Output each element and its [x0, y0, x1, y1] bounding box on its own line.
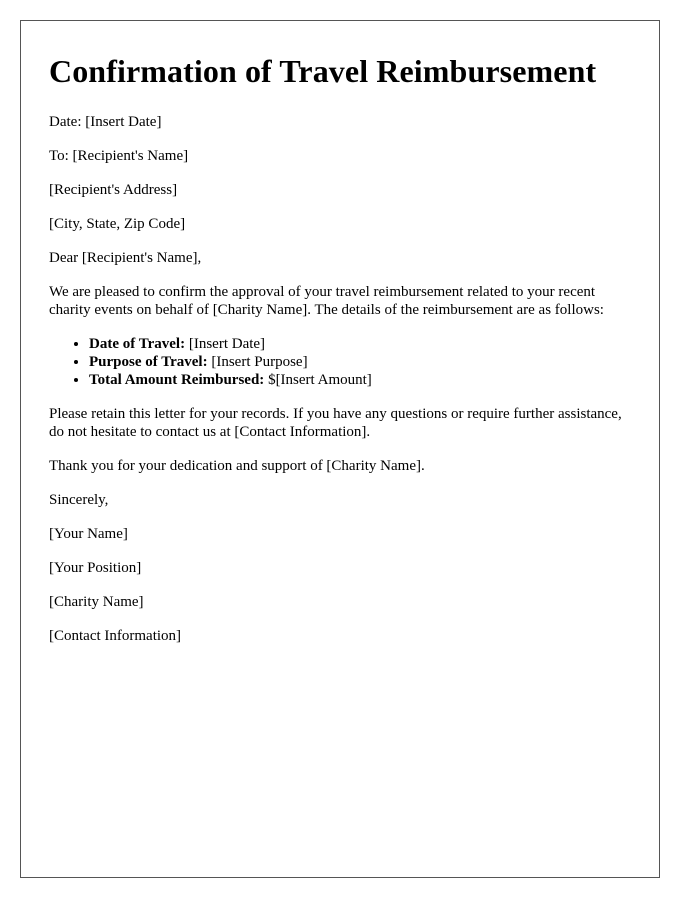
- detail-item-purpose: [89, 353, 631, 371]
- detail-label: Total Amount Reimbursed:: [89, 372, 265, 388]
- thanks-paragraph: Thank you for your dedication and support of [Charity Name].: [49, 458, 425, 474]
- detail-label: Purpose of Travel:: [89, 354, 208, 370]
- recipient-line: To: [Recipient's Name]: [49, 148, 189, 164]
- signature-charity: [Charity Name]: [49, 594, 144, 610]
- closing: Sincerely,: [49, 492, 109, 508]
- retain-paragraph: Please retain this letter for your records. If you have any questions or require further assistance, do not hesitate to contact us at [Contact Information].: [49, 406, 622, 440]
- detail-item-amount: [89, 371, 631, 389]
- letter-title: Confirmation of Travel Reimbursement: [49, 53, 597, 89]
- date-line: Date: [Insert Date]: [49, 114, 162, 130]
- detail-value: [Insert Date]: [185, 336, 266, 352]
- salutation: Dear [Recipient's Name],: [49, 250, 202, 266]
- signature-contact: [Contact Information]: [49, 628, 182, 644]
- details-list: [49, 335, 631, 389]
- detail-value: [Insert Purpose]: [207, 354, 308, 370]
- intro-paragraph: We are pleased to confirm the approval of your travel reimbursement related to your recent charity events on behalf of [Charity Name]. The details of the reimbursement are as follows:: [49, 284, 604, 318]
- recipient-city: [City, State, Zip Code]: [49, 216, 186, 232]
- recipient-address: [Recipient's Address]: [49, 182, 178, 198]
- signature-position: [Your Position]: [49, 560, 142, 576]
- letter-page: [20, 20, 660, 878]
- detail-item-date: [89, 335, 631, 353]
- detail-label: Date of Travel:: [89, 336, 186, 352]
- signature-name: [Your Name]: [49, 526, 128, 542]
- detail-value: $[Insert Amount]: [264, 372, 372, 388]
